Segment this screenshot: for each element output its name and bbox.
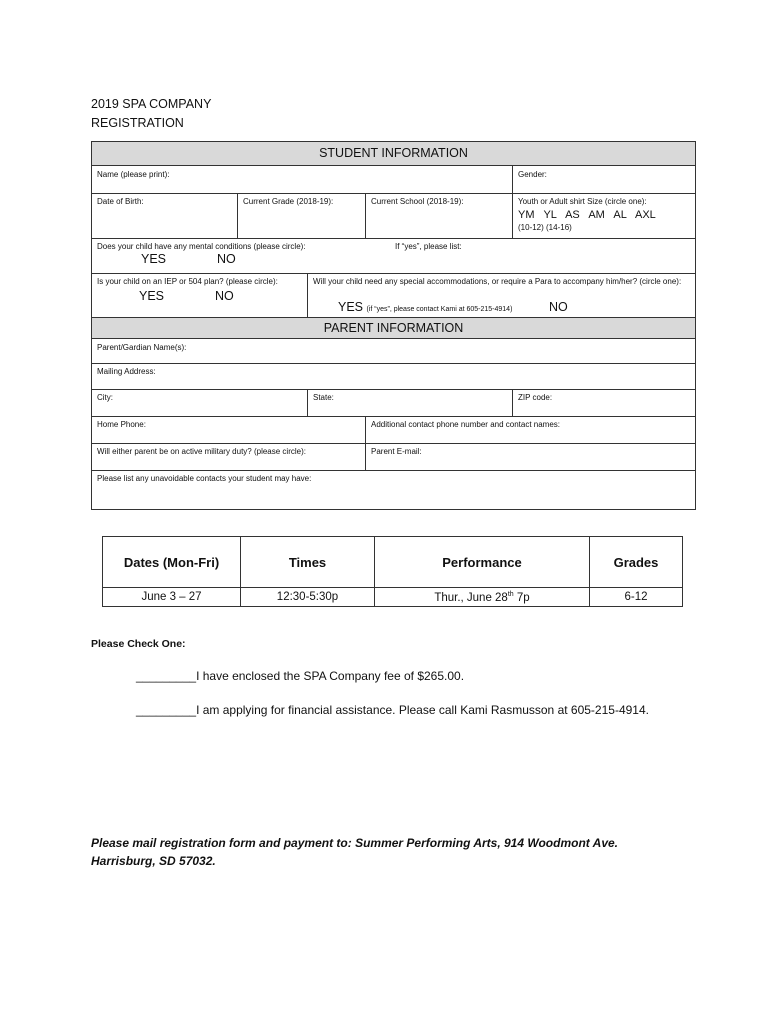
title-line-2: REGISTRATION <box>91 116 184 130</box>
title-line-1: 2019 SPA COMPANY <box>91 97 212 111</box>
student-section-header: STUDENT INFORMATION <box>92 142 695 166</box>
mailing-address-field[interactable]: Mailing Address: <box>97 367 156 376</box>
times-header: Times <box>241 537 375 588</box>
parent-names-field[interactable]: Parent/Gardian Name(s): <box>97 343 187 352</box>
if-yes-list-label[interactable]: If “yes”, please list: <box>395 242 462 251</box>
schedule-header-row <box>103 537 683 588</box>
iep-no-option[interactable]: NO <box>215 289 234 303</box>
performance-time: 7p <box>513 591 530 604</box>
page-title <box>91 95 211 133</box>
zip-code-field[interactable]: ZIP code: <box>518 393 553 402</box>
schedule-row <box>103 588 683 607</box>
accommodations-label: Will your child need any special accommodations, or require a Para to accompany him/her? (circle one): <box>313 277 682 286</box>
military-duty-field[interactable]: Will either parent be on active military duty? (please circle): <box>97 447 306 456</box>
performance-date: Thur., June 28 <box>434 591 508 604</box>
performance-ordinal: th <box>507 590 514 598</box>
additional-contact-field[interactable]: Additional contact phone number and contact names: <box>371 420 561 429</box>
shirt-size-ranges: (10-12) (14-16) <box>518 223 572 232</box>
dates-cell: June 3 – 27 <box>103 588 241 607</box>
check-one-title: Please Check One: <box>91 638 186 650</box>
name-field[interactable]: Name (please print): <box>97 170 170 179</box>
school-field[interactable]: Current School (2018-19): <box>371 197 464 206</box>
mailing-line-2: Harrisburg, SD 57032. <box>91 854 216 868</box>
mental-no-option[interactable]: NO <box>217 252 236 266</box>
performance-header: Performance <box>375 537 590 588</box>
shirt-size-options[interactable]: YM YL AS AM AL AXL <box>518 209 656 221</box>
accommodations-yes-text[interactable]: YES <box>338 300 364 314</box>
mailing-line-1: Please mail registration form and payment to: Summer Performing Arts, 914 Woodmont Ave. <box>91 836 619 850</box>
gender-field[interactable]: Gender: <box>518 170 547 179</box>
fee-enclosed-option[interactable]: _________I have enclosed the SPA Company fee of $265.00. <box>136 669 465 683</box>
state-field[interactable]: State: <box>313 393 334 402</box>
times-cell: 12:30-5:30p <box>241 588 375 607</box>
shirt-size-field[interactable] <box>513 193 695 238</box>
schedule-table <box>102 536 683 607</box>
registration-form <box>91 141 696 510</box>
performance-cell <box>375 588 590 607</box>
unavoidable-contacts-field[interactable]: Please list any unavoidable contacts your student may have: <box>97 474 312 483</box>
financial-assistance-option[interactable]: _________I am applying for financial assistance. Please call Kami Rasmusson at 605-215-4914. <box>136 703 649 717</box>
shirt-size-label: Youth or Adult shirt Size (circle one): <box>518 197 647 206</box>
accommodations-no-option[interactable]: NO <box>549 300 568 314</box>
accommodations-note: (if “yes”, please contact Kami at 605-215-4914) <box>366 306 513 313</box>
dob-field[interactable]: Date of Birth: <box>97 197 144 206</box>
mailing-instructions <box>91 834 691 870</box>
city-field[interactable]: City: <box>97 393 113 402</box>
parent-section-header: PARENT INFORMATION <box>92 317 695 339</box>
grade-field[interactable]: Current Grade (2018-19): <box>243 197 334 206</box>
grades-header: Grades <box>590 537 683 588</box>
dates-header: Dates (Mon-Fri) <box>103 537 241 588</box>
parent-email-field[interactable]: Parent E-mail: <box>371 447 422 456</box>
mental-conditions-label: Does your child have any mental conditions (please circle): <box>97 242 306 251</box>
iep-label: Is your child on an IEP or 504 plan? (please circle): <box>97 277 278 286</box>
accommodations-yes-option[interactable] <box>338 300 512 314</box>
grades-cell: 6-12 <box>590 588 683 607</box>
iep-yes-option[interactable]: YES <box>139 289 165 303</box>
mental-yes-option[interactable]: YES <box>141 252 167 266</box>
home-phone-field[interactable]: Home Phone: <box>97 420 146 429</box>
